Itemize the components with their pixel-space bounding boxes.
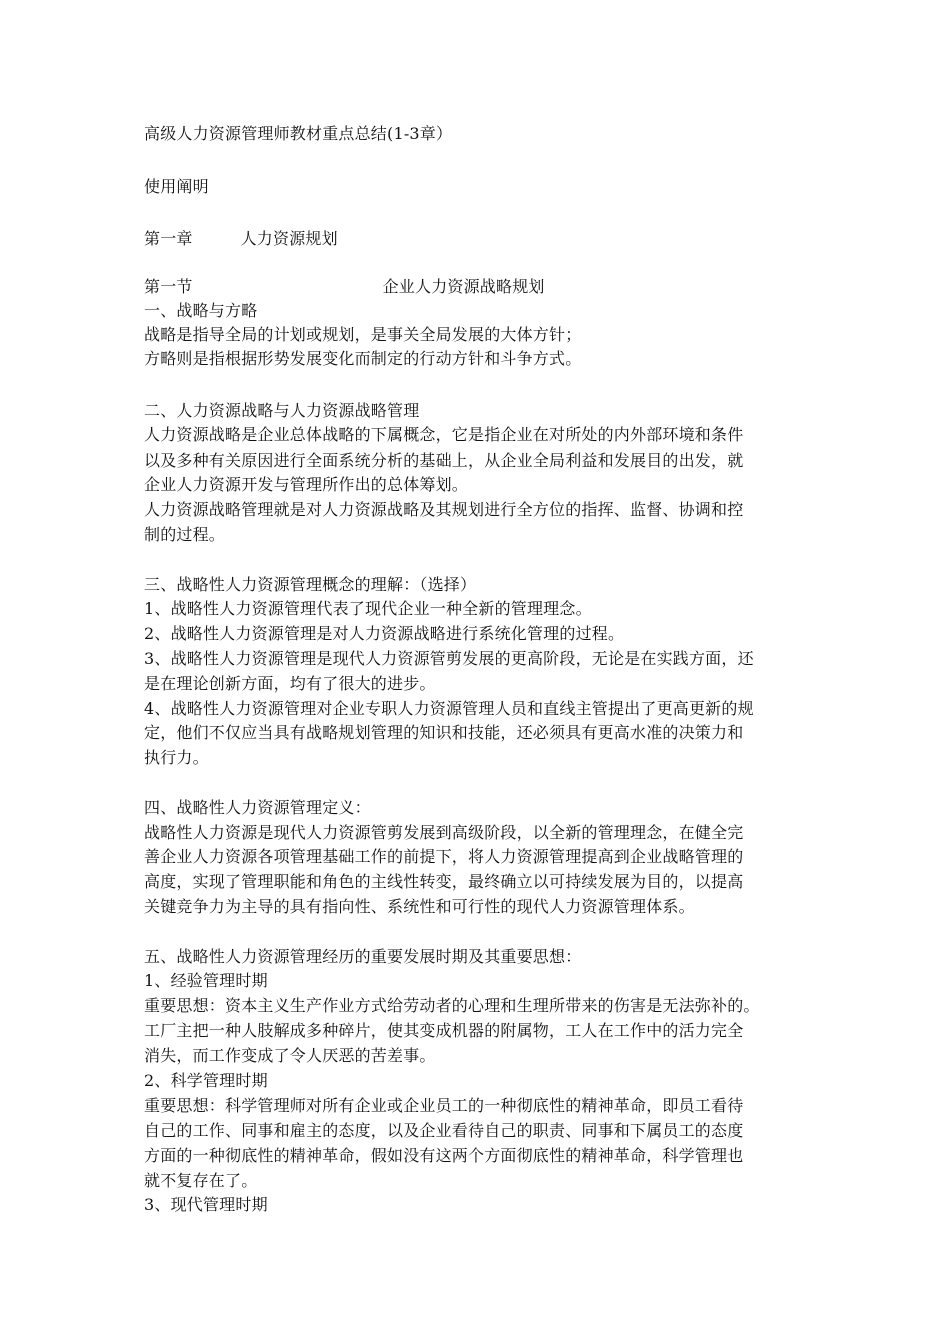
paragraph-line: 自己的工作、同事和雇主的态度，以及企业看待自己的职责、同事和下属员工的态度 bbox=[144, 1121, 744, 1140]
paragraph-line: 重要思想：资本主义生产作业方式给劳动者的心理和生理所带来的伤害是无法弥补的。 bbox=[144, 996, 760, 1015]
chapter-heading bbox=[144, 228, 338, 250]
heading-3: 三、战略性人力资源管理概念的理解：（选择） bbox=[144, 575, 477, 594]
paragraph-line: 关键竞争力为主导的具有指向性、系统性和可行性的现代人力资源管理体系。 bbox=[144, 897, 695, 916]
paragraph-line: 善企业人力资源各项管理基础工作的前提下，将人力资源管理提高到企业战略管理的 bbox=[144, 847, 744, 866]
list-item: 2、战略性人力资源管理是对人力资源战略进行系统化管理的过程。 bbox=[144, 624, 625, 643]
paragraph-line: 方面的一种彻底性的精神革命，假如没有这两个方面彻底性的精神革命，科学管理也 bbox=[144, 1146, 744, 1165]
list-item: 3、现代管理时期 bbox=[144, 1195, 268, 1214]
list-item: 1、经验管理时期 bbox=[144, 971, 268, 990]
list-item: 4、战略性人力资源管理对企业专职人力资源管理人员和直线主管提出了更高更新的规 bbox=[144, 699, 754, 718]
chapter-name: 人力资源规划 bbox=[240, 229, 338, 248]
paragraph-line: 消失，而工作变成了令人厌恶的苦差事。 bbox=[144, 1046, 436, 1065]
paragraph-line: 以及多种有关原因进行全面系统分析的基础上，从企业全局利益和发展目的出发，就 bbox=[144, 451, 744, 470]
paragraph-line: 工厂主把一种人肢解成多种碎片，使其变成机器的附属物，工人在工作中的活力完全 bbox=[144, 1021, 744, 1040]
paragraph-line: 就不复存在了。 bbox=[144, 1171, 258, 1190]
section-heading bbox=[144, 276, 545, 298]
paragraph-line: 重要思想：科学管理师对所有企业或企业员工的一种彻底性的精神革命，即员工看待 bbox=[144, 1096, 744, 1115]
usage-note: 使用阐明 bbox=[144, 177, 209, 196]
paragraph-line: 人力资源战略是企业总体战略的下属概念，它是指企业在对所处的内外部环境和条件 bbox=[144, 425, 744, 444]
list-item: 定，他们不仅应当具有战略规划管理的知识和技能，还必须具有更高水准的决策力和 bbox=[144, 723, 744, 742]
list-item: 执行力。 bbox=[144, 748, 209, 767]
heading-2: 二、人力资源战略与人力资源战略管理 bbox=[144, 401, 420, 420]
section-name: 企业人力资源战略规划 bbox=[382, 277, 545, 296]
document-title: 高级人力资源管理师教材重点总结(1-3章） bbox=[144, 124, 453, 143]
heading-1: 一、战略与方略 bbox=[144, 301, 258, 320]
heading-4: 四、战略性人力资源管理定义： bbox=[144, 798, 371, 817]
paragraph-line: 企业人力资源开发与管理所作出的总体筹划。 bbox=[144, 475, 469, 494]
chapter-number: 第一章 bbox=[144, 229, 193, 248]
paragraph-line: 制的过程。 bbox=[144, 525, 226, 544]
paragraph-line: 战略性人力资源是现代人力资源管剪发展到高级阶段，以全新的管理理念，在健全完 bbox=[144, 823, 744, 842]
paragraph-line: 人力资源战略管理就是对人力资源战略及其规划进行全方位的指挥、监督、协调和控 bbox=[144, 500, 744, 519]
heading-5: 五、战略性人力资源管理经历的重要发展时期及其重要思想： bbox=[144, 947, 582, 966]
paragraph-line: 战略是指导全局的计划或规划，是事关全局发展的大体方针； bbox=[144, 325, 582, 344]
list-item: 是在理论创新方面，均有了很大的进步。 bbox=[144, 674, 436, 693]
list-item: 2、科学管理时期 bbox=[144, 1071, 268, 1090]
section-number: 第一节 bbox=[144, 277, 193, 296]
list-item: 1、战略性人力资源管理代表了现代企业一种全新的管理理念。 bbox=[144, 599, 592, 618]
paragraph-line: 高度，实现了管理职能和角色的主线性转变，最终确立以可持续发展为目的，以提高 bbox=[144, 872, 744, 891]
paragraph-line: 方略则是指根据形势发展变化而制定的行动方针和斗争方式。 bbox=[144, 349, 582, 368]
list-item: 3、战略性人力资源管理是现代人力资源管剪发展的更高阶段，无论是在实践方面，还 bbox=[144, 649, 754, 668]
